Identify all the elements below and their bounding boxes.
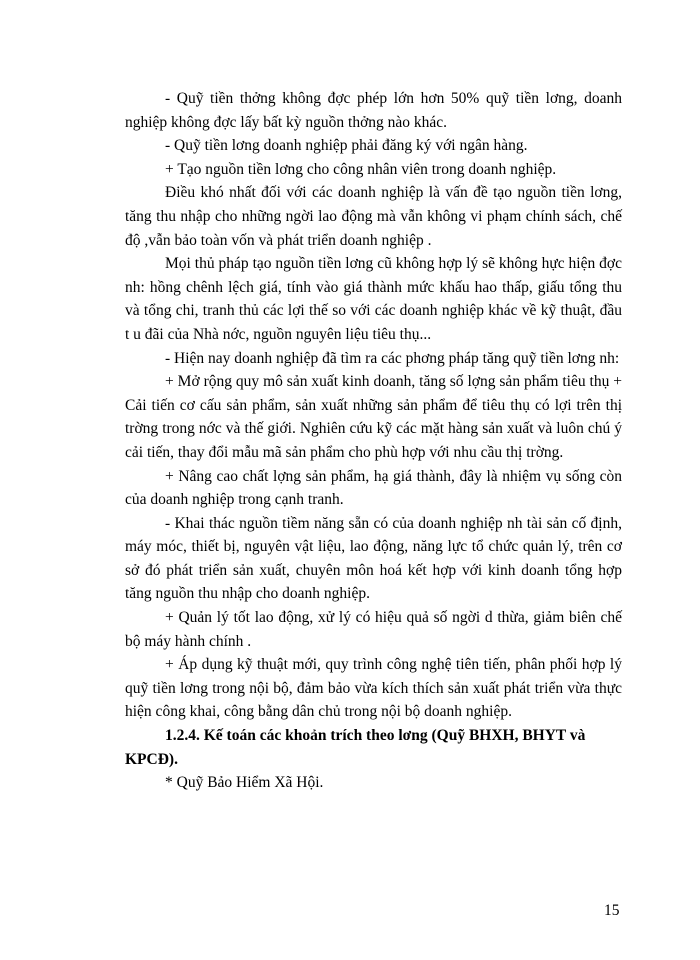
- section-subheading: * Quỹ Bảo Hiểm Xã Hội.: [165, 774, 324, 792]
- paragraph-bonus-fund-limit: - Quỹ tiền thởng không đợc phép lớn hơn 50% quỹ tiền lơng, doanh nghiệp không đợc lấy bất kỳ nguồn thởng nào khác.: [125, 90, 622, 131]
- section-heading: 1.2.4. Kế toán các khoản trích theo lơng (Quỹ BHXH, BHYT và KPCĐ).: [125, 727, 586, 768]
- paragraph-wage-fund-registration: - Quỹ tiền lơng doanh nghiệp phải đăng ký với ngân hàng.: [165, 137, 528, 155]
- paragraph-new-methods-intro: - Hiện nay doanh nghiệp đã tìm ra các phơng pháp tăng quỹ tiền lơng nh:: [165, 349, 620, 367]
- paragraph-hardest-issue: Điều khó nhất đối với các doanh nghiệp là vấn đề tạo nguồn tiền lơng, tăng thu nhập cho những ngời lao động mà vẫn không vi phạm chính sách, chế độ ,vẫn bảo toàn vốn và phát triển doanh nghiệp .: [125, 184, 622, 249]
- document-body: [125, 87, 622, 795]
- paragraph-expand-production: + Mở rộng quy mô sản xuất kinh doanh, tăng số lợng sản phẩm tiêu thụ + Cải tiến cơ cấu sản phẩm, sản xuất những sản phẩm để tiêu thụ có lợi trên thị trờng trong nớc và thế giới. Nghiên cứu kỹ các mặt hàng sản xuất và luôn chú ý cải tiến, thay đổi mẫu mã sản phẩm cho phù hợp với nhu cầu thị trờng.: [125, 373, 622, 461]
- paragraph-old-methods: Mọi thủ pháp tạo nguồn tiền lơng cũ không hợp lý sẽ không hực hiện đợc nh: hồng chênh lệch giá, tính vào giá thành mức khấu hao thấp, giấu tổng thu và tổng chi, tranh thủ các lợi thế so với các doanh nghiệp khác về kỹ thuật, đầu t u đãi của Nhà nớc, nguồn nguyên liệu tiêu thụ...: [125, 255, 622, 343]
- paragraph-apply-technology: + Áp dụng kỹ thuật mới, quy trình công nghệ tiên tiến, phân phối hợp lý quỹ tiền lơng trong nội bộ, đảm bảo vừa kích thích sản xuất phát triển vừa thực hiện công khai, công bằng dân chủ trong nội bộ doanh nghiệp.: [125, 656, 622, 721]
- paragraph-create-wage-source: + Tạo nguồn tiền lơng cho công nhân viên trong doanh nghiệp.: [165, 160, 557, 178]
- page-number: 15: [604, 902, 620, 919]
- paragraph-manage-labor: + Quản lý tốt lao động, xử lý có hiệu quả số ngời d thừa, giảm biên chế bộ máy hành chính .: [125, 609, 622, 650]
- paragraph-exploit-potential: - Khai thác nguồn tiềm năng sẵn có của doanh nghiệp nh tài sản cố định, máy móc, thiết bị, nguyên vật liệu, lao động, năng lực tổ chức quản lý, trên cơ sở đó phát triển sản xuất, chuyên môn hoá kết hợp với kinh doanh tổng hợp tăng nguồn thu nhập cho doanh nghiệp.: [125, 514, 622, 603]
- paragraph-improve-quality: + Nâng cao chất lợng sản phẩm, hạ giá thành, đây là nhiệm vụ sống còn của doanh nghiệp trong cạnh tranh.: [125, 467, 622, 509]
